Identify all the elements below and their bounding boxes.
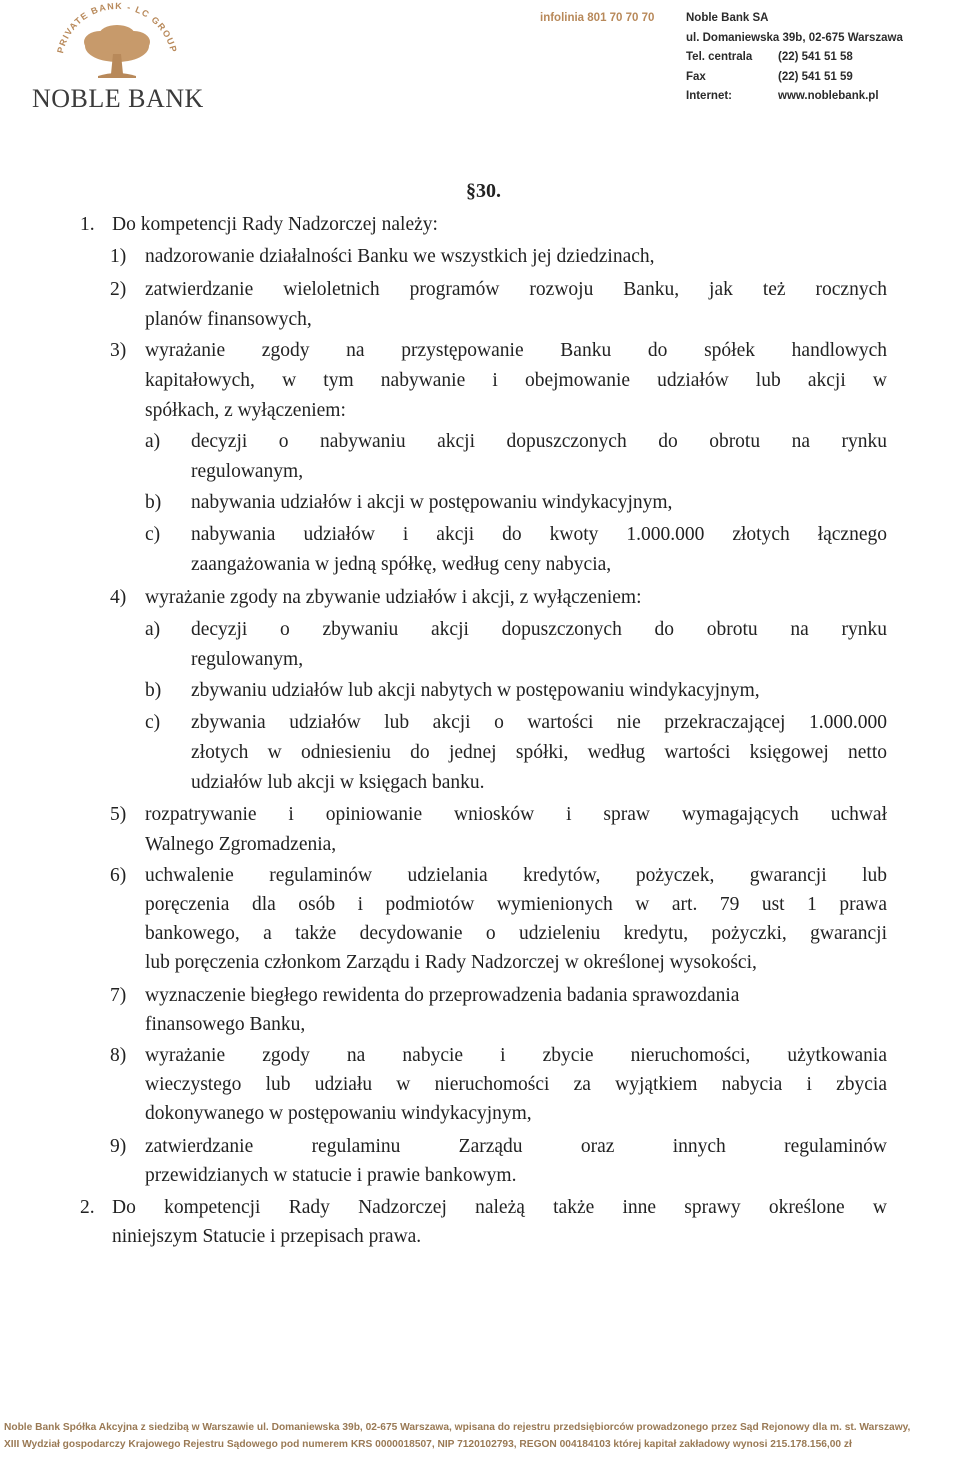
subitem-letter: a) — [145, 619, 161, 640]
hotline-number: infolinia 801 70 70 70 — [540, 12, 655, 24]
subitem-letter: c) — [145, 712, 161, 733]
subitem-text: zaangażowania w jedną spółkę, według ceny nabycia, — [191, 554, 612, 575]
paragraph-text: Do kompetencji Rady Nadzorczej należy: — [112, 214, 438, 235]
item-text: nadzorowanie działalności Banku we wszystkich jej dziedzinach, — [145, 246, 655, 267]
contact-label: Internet: — [686, 90, 732, 102]
subitem-text: decyzji o nabywaniu akcji dopuszczonych do obrotu na rynku — [191, 431, 887, 452]
contact-label: Fax — [686, 70, 706, 83]
item-text: zatwierdzanie regulaminu Zarządu oraz innych regulaminów — [145, 1136, 887, 1157]
paragraph-text: niniejszym Statucie i przepisach prawa. — [112, 1226, 422, 1247]
item-text: przewidzianych w statucie i prawie bankowym. — [145, 1165, 517, 1186]
item-number: 8) — [110, 1045, 127, 1066]
logo-wordmark: NOBLE BANK — [32, 84, 204, 113]
item-text: lub poręczenia członkom Zarządu i Rady Nadzorczej w określonej wysokości, — [145, 952, 757, 973]
item-number: 2) — [110, 279, 127, 300]
subitem-text: zbywania udziałów lub akcji o wartości nie przekraczającej 1.000.000 — [191, 712, 887, 733]
item-number: 4) — [110, 587, 127, 608]
paragraph-text: Do kompetencji Rady Nadzorczej należą także inne sprawy określone w — [112, 1197, 887, 1218]
logo-arc-text: PRIVATE BANK - LC GROUP — [55, 2, 179, 55]
item-number: 3) — [110, 340, 127, 361]
subitem-letter: b) — [145, 680, 162, 701]
item-number: 6) — [110, 865, 127, 886]
contact-value: www.noblebank.pl — [778, 90, 879, 102]
item-text: uchwalenie regulaminów udzielania kredytów, pożyczek, gwarancji lub — [145, 865, 887, 886]
subitem-text: regulowanym, — [191, 461, 304, 482]
subitem-letter: a) — [145, 431, 161, 452]
subitem-text: nabywania udziałów i akcji w postępowaniu windykacyjnym, — [191, 492, 673, 513]
item-text: kapitałowych, w tym nabywanie i obejmowanie udziałów lub akcji w — [145, 370, 887, 391]
company-address: ul. Domaniewska 39b, 02-675 Warszawa — [686, 31, 903, 44]
subitem-text: regulowanym, — [191, 649, 304, 670]
footer-line: XIII Wydział gospodarczy Krajowego Rejestru Sądowego pod numerem KRS 0000018507, NIP 7120102793, REGON 004184103 której kapitał zakładowy wynosi 215.178.156,00 zł — [4, 1439, 852, 1450]
item-text: bankowego, a także decydowanie o udzieleniu kredytu, pożyczki, gwarancji — [145, 923, 887, 944]
item-text: wieczystego lub udziału w nieruchomości za wyjątkiem nabycia i zbycia — [145, 1074, 887, 1095]
item-number: 7) — [110, 985, 127, 1006]
contact-row-phone — [686, 51, 903, 71]
item-text: wyrażanie zgody na zbywanie udziałów i akcji, z wyłączeniem: — [145, 587, 642, 608]
subitem-text: złotych w odniesieniu do jednej spółki, według wartości księgowej netto — [191, 742, 887, 763]
subitem-letter: c) — [145, 524, 161, 545]
contact-row-fax — [686, 71, 903, 91]
footer-line: Noble Bank Spółka Akcyjna z siedzibą w Warszawie ul. Domaniewska 39b, 02-675 Warszawa, wpisana do rejestru przedsiębiorców prowadzonego przez Sąd Rejonowy dla m. st. Warszawy, — [4, 1422, 911, 1433]
subitem-text: nabywania udziałów i akcji do kwoty 1.000.000 złotych łącznego — [191, 524, 887, 545]
noble-bank-logo — [32, 2, 202, 112]
paragraph-number: 1. — [80, 214, 95, 235]
subitem-text: zbywaniu udziałów lub akcji nabytych w postępowaniu windykacyjnym, — [191, 680, 760, 701]
section-heading: §30. — [466, 180, 501, 202]
item-text: wyrażanie zgody na przystępowanie Banku do spółek handlowych — [145, 340, 887, 361]
item-text: rozpatrywanie i opiniowanie wniosków i spraw wymagających uchwał — [145, 804, 887, 825]
item-text: dokonywanego w postępowaniu windykacyjnym, — [145, 1103, 532, 1124]
item-text: finansowego Banku, — [145, 1014, 306, 1035]
contact-value: (22) 541 51 58 — [778, 51, 853, 63]
contact-row-internet — [686, 90, 903, 110]
item-text: wyrażanie zgody na nabycie i zbycie nieruchomości, użytkowania — [145, 1045, 887, 1066]
tree-emblem-icon — [32, 2, 202, 86]
item-text: wyznaczenie biegłego rewidenta do przeprowadzenia badania sprawozdania — [145, 985, 740, 1006]
subitem-text: udziałów lub akcji w księgach banku. — [191, 772, 485, 793]
item-number: 5) — [110, 804, 127, 825]
item-number: 9) — [110, 1136, 127, 1157]
contact-label: Tel. centrala — [686, 51, 753, 63]
item-text: Walnego Zgromadzenia, — [145, 834, 337, 855]
item-text: poręczenia dla osób i podmiotów wymienionych w art. 79 ust 1 prawa — [145, 894, 887, 915]
company-name: Noble Bank SA — [686, 12, 769, 24]
item-text: planów finansowych, — [145, 309, 312, 330]
contact-value: (22) 541 51 59 — [778, 70, 853, 83]
item-text: zatwierdzanie wieloletnich programów rozwoju Banku, jak też rocznych — [145, 279, 887, 300]
item-number: 1) — [110, 246, 127, 267]
paragraph-number: 2. — [80, 1197, 95, 1218]
header-contact-block — [686, 12, 903, 110]
subitem-letter: b) — [145, 492, 162, 513]
subitem-text: decyzji o zbywaniu akcji dopuszczonych do obrotu na rynku — [191, 619, 887, 640]
item-text: spółkach, z wyłączeniem: — [145, 400, 346, 421]
